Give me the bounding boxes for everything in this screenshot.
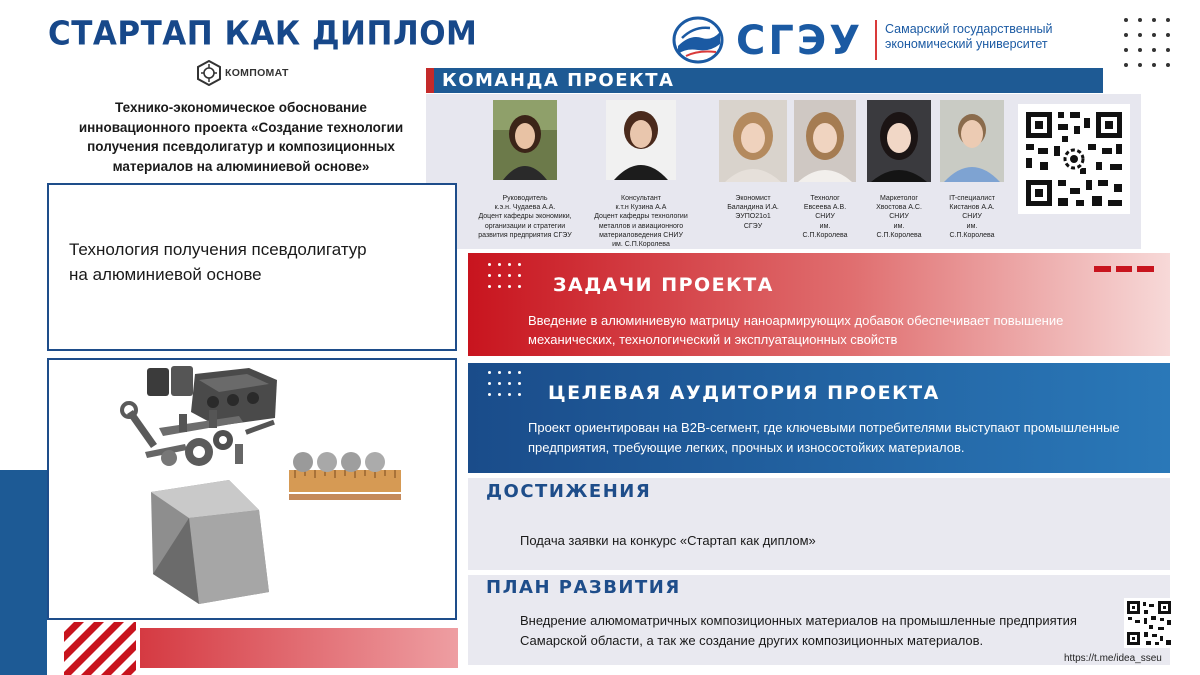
member-photo: [940, 100, 1004, 182]
product-images-box: [47, 358, 457, 620]
team-member-technologist: Технолог Евсеева А.В. СНИУ им. С.П.Королева: [792, 100, 858, 240]
tasks-text: Введение в алюминиевую матрицу наноармирующих добавок обеспечивает повышение механических, технологический и эксплуатационных свойств: [528, 313, 1064, 347]
decorative-dots-white: [488, 371, 521, 396]
team-member-consultant: Консультант к.т.н Кузина А.А Доцент кафедры технологии металлов и авиационного материаловедения СНИУ им. С.П.Королева: [584, 100, 698, 249]
decorative-dashes: [1094, 266, 1154, 272]
tasks-title: ЗАДАЧИ ПРОЕКТА: [553, 274, 774, 296]
university-name: Самарский государственный экономический университет: [885, 22, 1053, 51]
sgeu-logo-text: СГЭУ: [736, 18, 864, 64]
kompomat-hexagon-icon: [196, 60, 222, 86]
achievements-title: ДОСТИЖЕНИЯ: [486, 481, 652, 502]
decorative-dots: [1124, 18, 1174, 74]
project-description: Технико-экономическое обоснование инновационного проекта «Создание технологии получения псевдолигатур и композиционных материалов на алюминиевой основе»: [78, 100, 404, 174]
qr-code-icon: [1124, 598, 1174, 648]
team-title: КОМАНДА ПРОЕКТА: [442, 70, 675, 91]
team-member-marketer: Маркетолог Хвостова А.С. СНИУ им. С.П.Королева: [862, 100, 936, 240]
kompomat-logo: [196, 58, 296, 88]
telegram-link[interactable]: https://t.me/idea_sseu: [1064, 653, 1162, 664]
technology-box: [47, 183, 457, 351]
member-photo: [606, 100, 676, 180]
engine-parts-image: [49, 360, 455, 618]
member-photo: [719, 100, 787, 182]
audience-text: Проект ориентирован на B2B-сегмент, где ключевыми потребителями выступают промышленные предприятия, требующие легких, прочных и износостойких материалов.: [528, 420, 1120, 455]
qr-code-small[interactable]: [1124, 598, 1174, 648]
qr-code-icon: [1018, 104, 1130, 214]
team-member-economist: Экономист Баландина И.А. ЭУПО21о1 СГЭУ: [714, 100, 792, 231]
sgeu-emblem-icon: [672, 16, 724, 64]
team-member-it-specialist: IT-специалист Кистанов А.А. СНИУ им. С.П.Королева: [936, 100, 1008, 240]
logo-divider: [875, 20, 877, 60]
member-photo: [867, 100, 931, 182]
audience-title: ЦЕЛЕВАЯ АУДИТОРИЯ ПРОЕКТА: [548, 382, 940, 404]
team-header-accent: [426, 68, 434, 93]
plan-text: Внедрение алюмоматричных композиционных материалов на промышленные предприятия Самарской области, а так же создание других композиционных материалов.: [520, 613, 1077, 648]
sgeu-logo: [672, 16, 1092, 64]
bottom-red-gradient-bar: [140, 628, 458, 668]
qr-code-large[interactable]: [1018, 104, 1130, 214]
technology-text: Технология получения псевдолигатур на алюминиевой основе: [69, 240, 367, 284]
diagonal-stripes-decoration: [64, 622, 136, 675]
member-photo: [493, 100, 557, 180]
plan-title: ПЛАН РАЗВИТИЯ: [486, 577, 681, 598]
team-member-leader: Руководитель к.э.н. Чудаева А.А. Доцент кафедры экономики, организации и стратегии развития предприятия СГЭУ: [466, 100, 584, 240]
left-decorative-bar: [0, 470, 47, 675]
decorative-dots-white: [488, 263, 521, 288]
page-title: СТАРТАП КАК ДИПЛОМ: [48, 15, 478, 53]
achievements-text: Подача заявки на конкурс «Стартап как диплом»: [520, 533, 816, 548]
kompomat-logo-text: КОМПОМАТ: [225, 67, 289, 79]
member-photo: [794, 100, 856, 182]
